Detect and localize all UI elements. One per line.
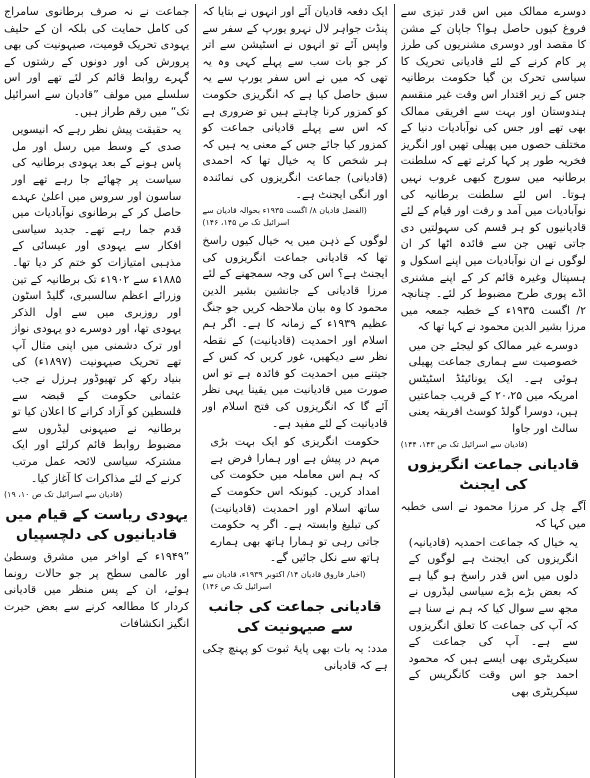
section-heading: یہودی ریاست کے قیام میں قادیانیوں کی دلچسپیاں xyxy=(5,507,188,544)
reference: (الفضل قادیان ۸/ اگست ۱۹۳۵ء بحوالہ قادیان سے اسرائیل تک ص ۱۴۵، ۱۴۶) xyxy=(202,206,367,228)
paragraph: لوگوں کے ذہن میں یہ خیال کیوں راسخ تھا کہ قادیانی جماعت انگریزوں کی ایجنٹ ہے؟ اس کی وجہ سمجھنے کے لئے مرزا قادیانی کے جانشین بشیر الدین محمود کا وہ بیان ملاحظہ کریں جو جنگ عظیم ۱۹۳۹ء کے زمانہ کا ہے۔ اگر ہم اسلام اور احمدیت (قادیانیت) کے نقطہ نظر سے دیکھیں، غور کریں کہ کس کے جیتنے میں احمدیت کو فائدہ ہے تو اس صورت میں قادیانیت میں یقینا یہی نظر آئے گا کہ انگریزوں کی فتح اسلام اور قادیانیت کے لئے مفید ہے۔ xyxy=(202,234,388,430)
paragraph: ایک دفعہ قادیان آئے اور انہوں نے بتایا کہ پنڈت جواہر لال نہرو یورپ کے سفر سے واپس آئے تو انہوں نے اسٹیشن سے اتر کر جو بات سب سے پہلے کہی وہ یہ تھی کہ میں نے اس سفر یورپ سے یہ سبق حاصل کیا ہے کہ انگریزی حکومت کو کمزور کرنا چاہتے ہیں تو ضروری ہے کہ اس سے پہلے قادیانی جماعت کو کمزور کیا جائے جس کے معنی یہ ہیں کہ ہر شخص کا یہ خیال تھا کہ احمدی (قادیانی) جماعت انگریزوں کی نمائندہ اور انگی ایجنٹ ہے۔ xyxy=(202,5,388,201)
reference: (قادیان سے اسرائیل تک ص ۱۰، ۱۹) xyxy=(4,490,123,500)
paragraph: جماعت نے نہ صرف برطانوی سامراج کی کامل حمایت کی بلکہ ان کے حلیف یہودی تحریک قومیت، صیہونیت کی بھی پرورش کی اور دونوں کے رشتوں کے گہرے روابط قائم کر لئے تھے اور اس سلسلے میں مولف ”قادیان سے اسرائیل تک“ میں رقم طراز ہیں۔ xyxy=(4,5,190,118)
section-heading: قادیانی جماعت کی جانب سے صیہونیت کی xyxy=(208,599,382,635)
quote: دوسرے غیر ممالک کو لیجئے جن میں خصوصیت سے ہماری جماعت پھیلی ہوئی ہے۔ ایک یونائیٹڈ اسٹیٹس امریکہ میں ۲۰،۲۵ کے قریب جماعتیں ہیں، دوسرا گولڈ کوسٹ افریقہ یعنی سالٹ اور جاوا xyxy=(408,338,578,435)
reference: (اخبار فاروق قادیان ۱۴/ اکتوبر ۱۹۳۹ء، قادیان سے اسرائیل تک ص ۱۴۶) xyxy=(202,570,366,591)
column-divider xyxy=(394,4,395,778)
paragraph: مدد: یہ بات بھی پایۂ ثبوت کو پہنچ چکی ہے کہ قادیانی xyxy=(202,642,388,672)
quote: یہ خیال کہ جماعت احمدیہ (قادیانیہ) انگریزوں کی ایجنٹ ہے لوگوں کے دلوں میں اس قدر راسخ ہو گیا ہے کہ بعض بڑے بڑے سیاسی لیڈروں نے مجھ سے سوال کیا کہ ہم نے سنا ہے کہ آپ کی جماعت کا تعلق انگریزوں سے ہے۔ آپ کی جماعت کے سیکریٹری بھی ایسے ہیں کہ محمود احمد جو اس وقت کانگریس کے سیکریٹری بھی xyxy=(408,535,578,698)
section-heading: قادیانی جماعت انگریزوں کی ایجنٹ xyxy=(407,457,580,494)
column-right xyxy=(401,4,586,778)
paragraph: آگے چل کر مرزا محمود نے اسی خطبہ میں کہا کہ xyxy=(400,500,586,531)
paragraph: دوسرے ممالک میں اس قدر تیزی سے فروغ کیوں حاصل ہوا؟ جاپان کے مشن کا مقصد اور دوسری مشنریوں کی طرز پر کام کرنے کے لئے قادیانی تحریک کا سیاسی تحرک بن گیا حکومت برطانیہ جس کے زیر اقتدار اس وقت غیر منقسم ہندوستان اور بہت سے افریقی ممالک بھی تھے اور جس کی نوآبادیات دنیا کے مختلف حصوں میں پھیلی تھیں اور انگریز فخریہ طور پر کہا کرتے تھے کہ سلطنت برطانیہ میں سورج کبھی غروب نہیں ہوتا۔ اس لئے سلطنت برطانیہ کی نوآبادیات میں آمد و رفت اور قیام کے لئے قادیانیوں کو ہر قسم کی سہولتیں دی جاتی تھیں جن سے فائدہ اٹھا کر ان لوگوں نے ان نوآبادیات میں اپنے اسکول و ہسپتال وغیرہ قائم کر کے اپنے مشنری اڈے پوری طرح مضبوط کر لئے۔ چنانچہ ۲/ اگست ۱۹۳۵ء کے خطبہ جمعہ میں مرزا بشیر الدین محمود نے کہا تھا کہ xyxy=(400,5,586,334)
column-left xyxy=(4,4,189,778)
paragraph: ”۱۹۴۹ء کے اواخر میں مشرق وسطیٰ اور عالمی سطح پر جو حالات رونما ہوئے، ان کے پس منظر میں قادیانی کردار کا مطالعہ کرنے سے بعض حیرت انگیز انکشافات xyxy=(4,550,190,630)
column-middle xyxy=(202,4,387,778)
quote: حکومت انگریزی کو ایک بہت بڑی مہم در پیش ہے اور ہمارا فرض ہے کہ ہم اس معاملہ میں حکومت کی امداد کریں۔ کیونکہ اس حکومت کے ساتھ اسلام اور احمدیت (قادیانیت) کی تبلیغ وابستہ ہے۔ اگر یہ حکومت جاتی رہی تو ہمارا ہاتھ بھی ہمارے ہاتھ سے نکل جائیں گے۔ xyxy=(210,435,380,565)
column-divider xyxy=(195,4,196,778)
reference: (قادیان سے اسرائیل تک ص ۱۴۳، ۱۴۴) xyxy=(400,440,528,450)
quote: یہ حقیقت پیش نظر رہے کہ انیسویں صدی کے وسط میں رسل اور مل پاس ہونے کے بعد یہودی برطانیہ کی سیاست پر چھائے جا رہے تھے اور ساسون اور سروس میں اعلیٰ عہدے حاصل کر کے برطانوی نوآبادیات میں قدم جما رہے تھے۔ جدید سیاسی افکار سے یہودی اور عیسائی کے مذہبی امتیازات کو ختم کر دیا تھا۔ ۱۸۸۵ء سے ۱۹۰۲ء تک برطانیہ کے تین وزرائے اعظم سالسبری، گلیڈ اسٹون اور روزبری میں سے اول الذکر یہودی تھا، اور دوسرے دو یہودی نواز اور ترک دشمنی میں اپنی مثال آپ تھے تحریک صیہونیت (۱۸۹۷ء) کی بنیاد رکھ کر تھیوڈور ہرزل نے جب عثمانی حکومت کے قبضہ سے فلسطین کو آزاد کرانے کا اعلان کیا تو برطانیہ نے صیہونی لیڈروں سے مضبوط روابط قائم کرلئے اور ایک مشترکہ سیاسی لائحہ عمل مرتب کرنے کے لئے مذاکرات کا آغاز کیا۔ xyxy=(12,123,182,485)
